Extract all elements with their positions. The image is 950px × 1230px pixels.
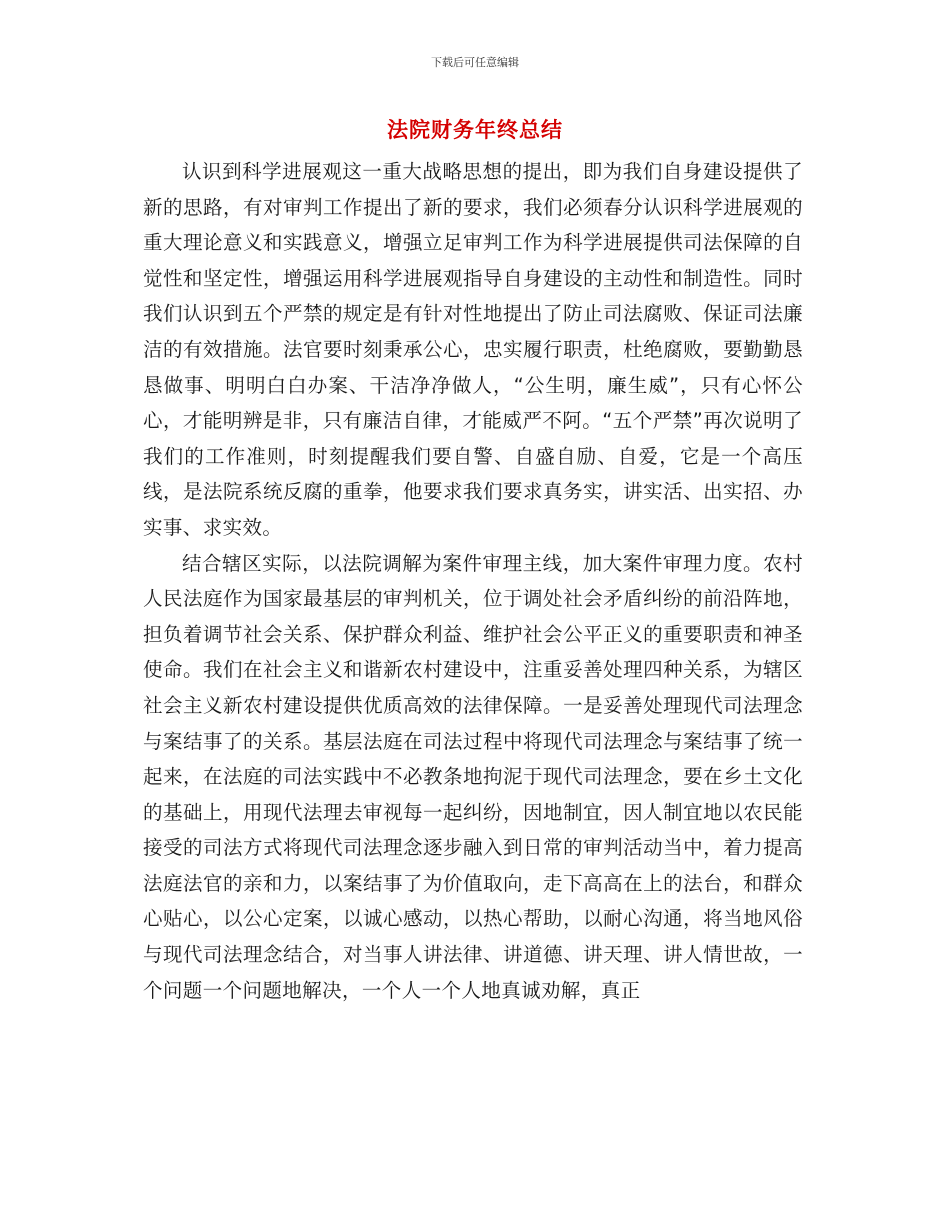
paragraph-1: 认识到科学进展观这一重大战略思想的提出，即为我们自身建设提供了新的思路，有对审判工作提出了新的要求，我们必须春分认识科学进展观的重大理论意义和实践意义，增强立足审判工作为科学进展提供司法保障的自觉性和坚定性，增强运用科学进展观指导自身建设的主动性和制造性。同时我们认识到五个严禁的规定是有针对性地提出了防止司法腐败、保证司法廉洁的有效措施。法官要时刻秉承公心，忠实履行职责，杜绝腐败，要勤勤恳恳做事、明明白白办案、干洁净净做人，“公生明，廉生威”，只有心怀公心，才能明辨是非，只有廉洁自律，才能威严不阿。“五个严禁”再次说明了我们的工作准则，时刻提醒我们要自警、自盛自励、自爱，它是一个高压线，是法院系统反腐的重拳，他要求我们要求真务实，讲实活、出实招、办实事、求实效。	[143, 160, 803, 539]
header-note: 下载后可任意编辑	[431, 56, 519, 69]
document-title: 法院财务年终总结	[387, 118, 563, 142]
paragraph-2: 结合辖区实际，以法院调解为案件审理主线，加大案件审理力度。农村人民法庭作为国家最基层的审判机关，位于调处社会矛盾纠纷的前沿阵地，担负着调节社会关系、保护群众利益、维护社会公平正义的重要职责和神圣使命。我们在社会主义和谐新农村建设中，注重妥善处理四种关系，为辖区社会主义新农村建设提供优质高效的法律保障。一是妥善处理现代司法理念与案结事了的关系。基层法庭在司法过程中将现代司法理念与案结事了统一起来，在法庭的司法实践中不必教条地拘泥于现代司法理念，要在乡土文化的基础上，用现代法理去审视每一起纠纷，因地制宜，因人制宜地以农民能接受的司法方式将现代司法理念逐步融入到日常的审判活动当中，着力提高法庭法官的亲和力，以案结事了为价值取向，走下高高在上的法台，和群众心贴心，以公心定案，以诚心感动，以热心帮助，以耐心沟通，将当地风俗与现代司法理念结合，对当事人讲法律、讲道德、讲天理、讲人情世故，一个问题一个问题地解决，一个人一个人地真诚劝解，真正	[143, 551, 803, 1002]
document-body	[143, 154, 803, 1008]
